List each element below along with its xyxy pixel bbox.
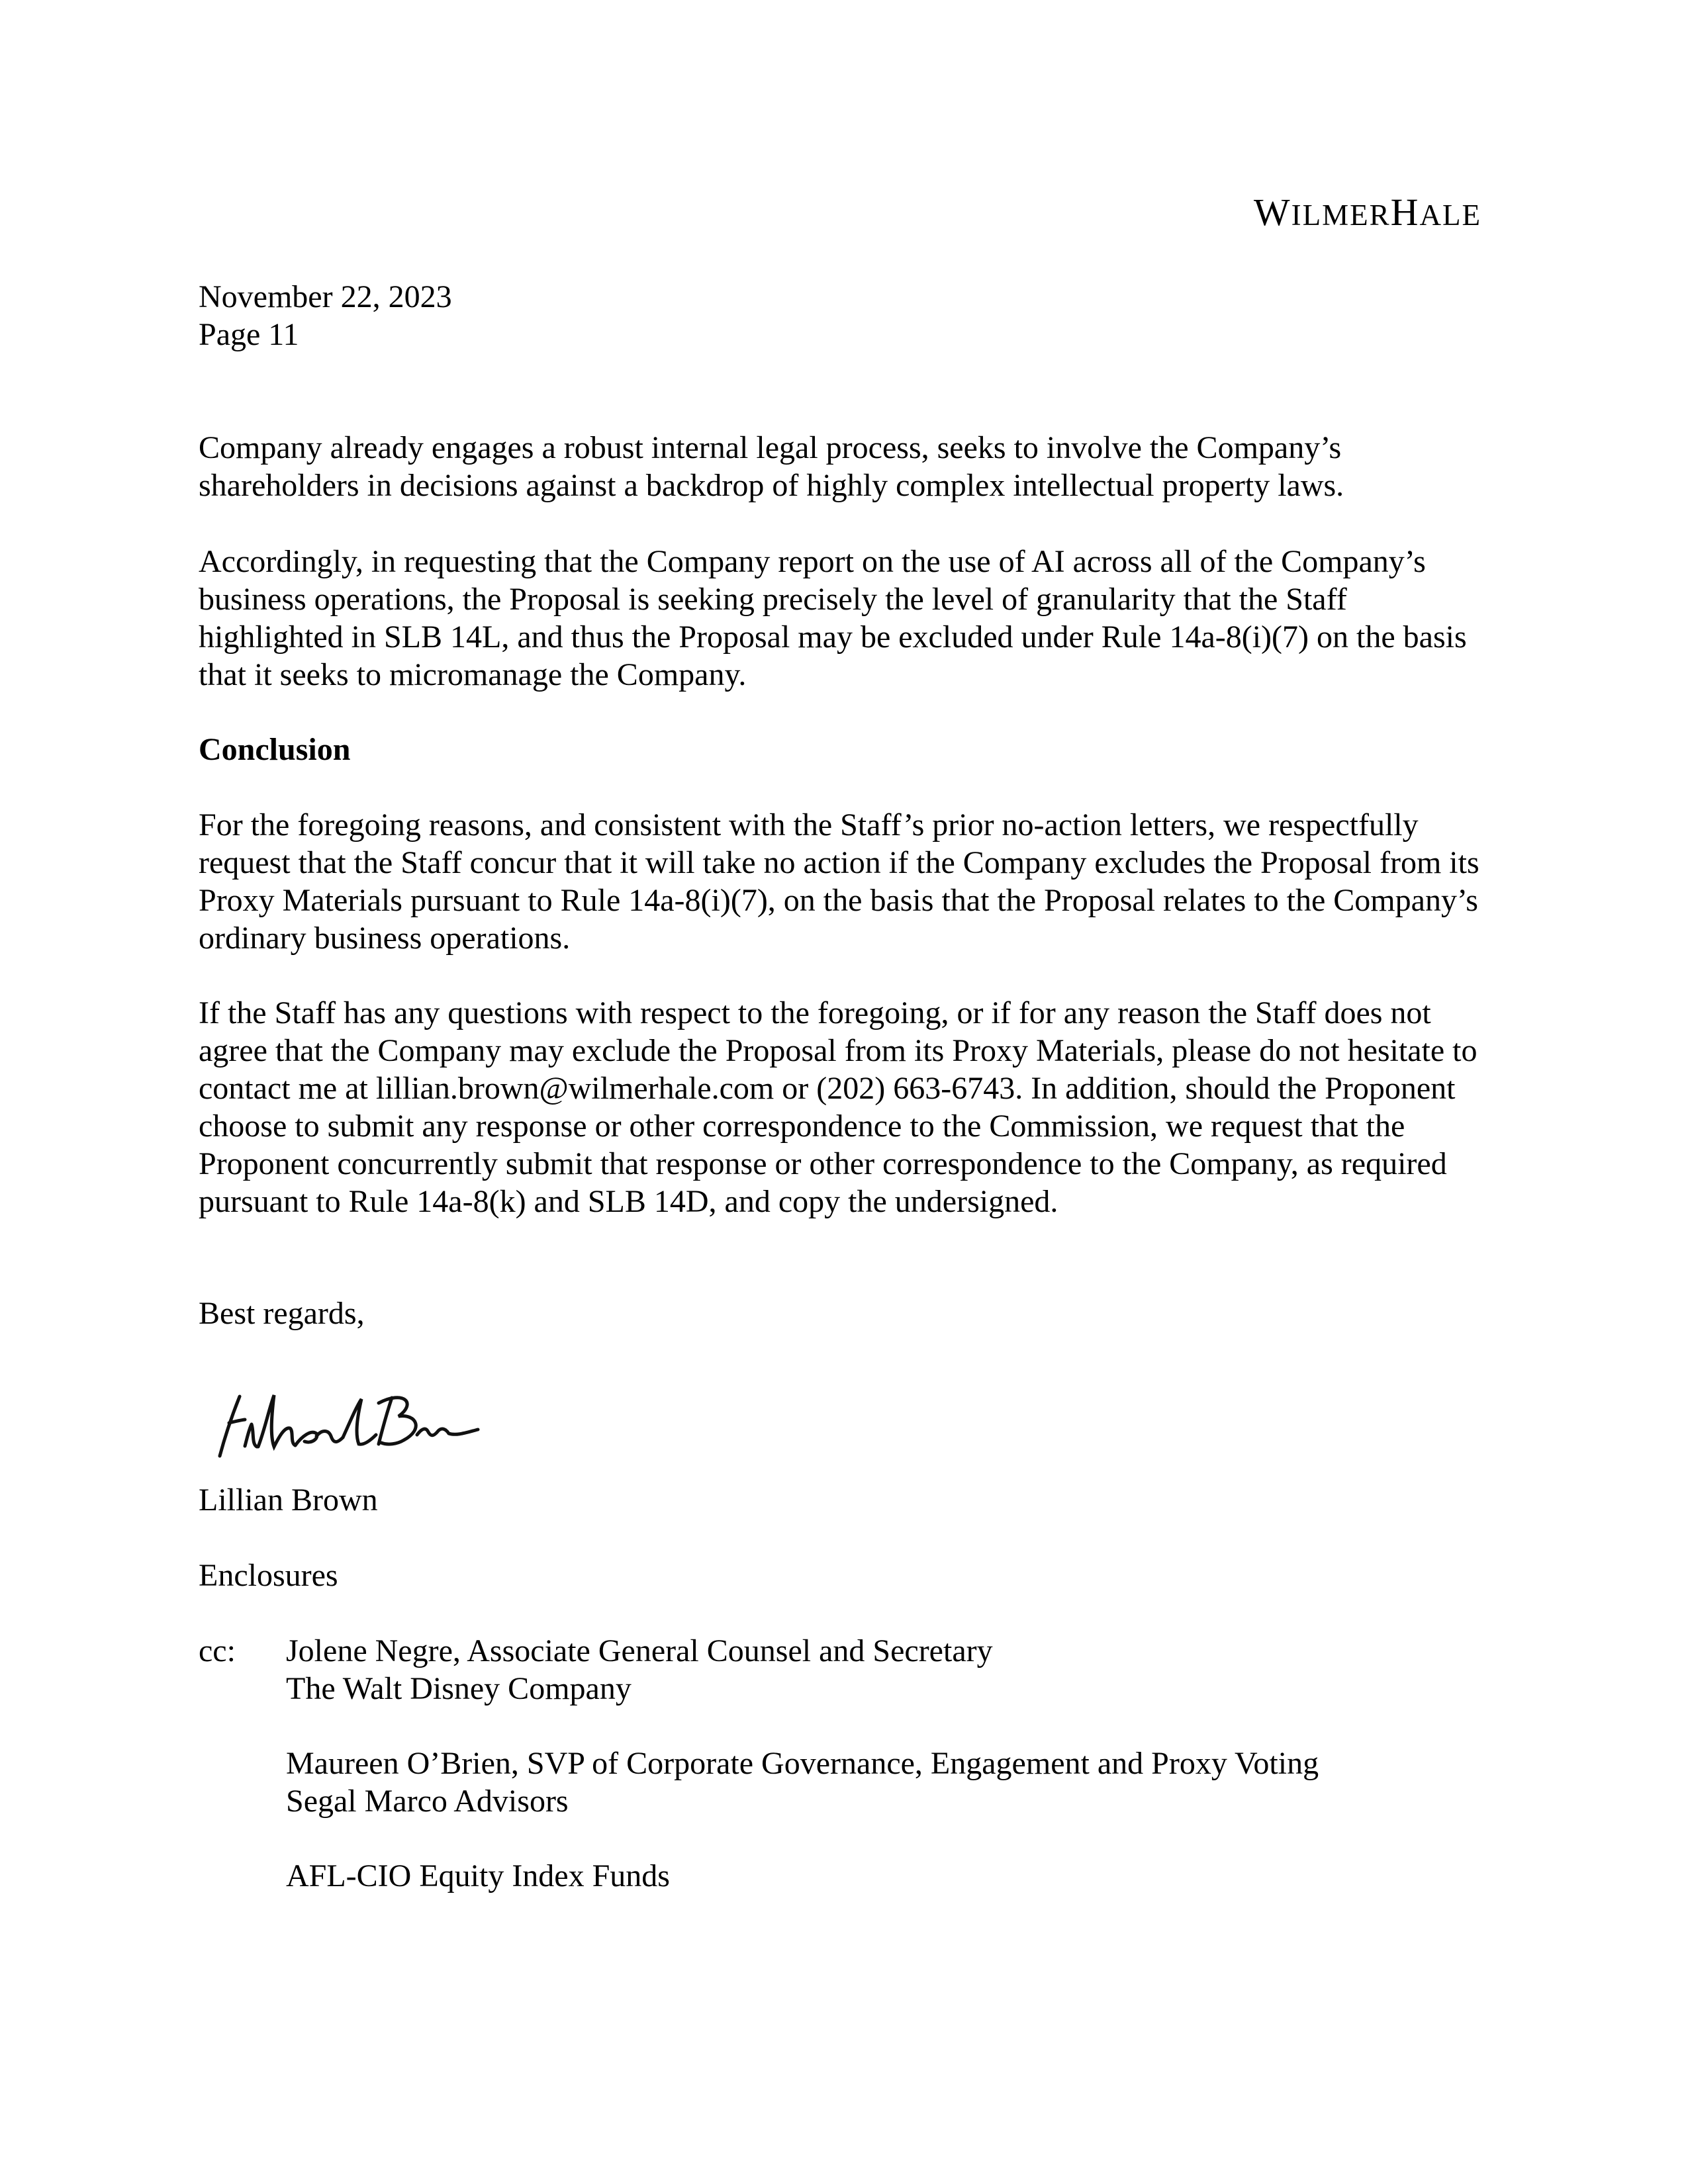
cc-label: cc:	[199, 1633, 236, 1668]
paragraph-text: For the foregoing reasons, and consistent with the Staff’s prior no-action letters, we respectfully request that the Staff concur that it will take no action if the Company excludes the Proposal from its Proxy Materials pursuant to Rule 14a-8(i)(7), on the basis that the Proposal relates to the Company’s ordinary business operations.	[199, 807, 1479, 956]
cc-recipient	[286, 1745, 1477, 1820]
salutation-text: Best regards,	[199, 1296, 365, 1331]
signer-name-text: Lillian Brown	[199, 1482, 378, 1518]
body-paragraph-3	[199, 806, 1489, 957]
cc-recipient-name: AFL-CIO Equity Index Funds	[286, 1858, 670, 1893]
body-paragraph-2	[199, 543, 1489, 694]
wilmerhale-logo: WILMERHALE	[1253, 191, 1481, 234]
body-paragraph-1	[199, 429, 1489, 504]
paragraph-text: Company already engages a robust internal legal process, seeks to involve the Company’s shareholders in decisions against a backdrop of highly complex intellectual property laws.	[199, 430, 1344, 503]
cc-recipient-name: Jolene Negre, Associate General Counsel and Secretary	[286, 1633, 993, 1668]
letter-header	[199, 278, 1489, 353]
cc-recipient-name: Maureen O’Brien, SVP of Corporate Governance, Engagement and Proxy Voting	[286, 1746, 1319, 1781]
paragraph-text: Accordingly, in requesting that the Company report on the use of AI across all of the Company’s business operations, the Proposal is seeking precisely the level of granularity that the Staff highlighted in SLB 14L, and thus the Proposal may be excluded under Rule 14a-8(i)(7) on the basis that it seeks to micromanage the Company.	[199, 544, 1467, 692]
letter-date: November 22, 2023	[199, 279, 452, 314]
cc-recipient	[286, 1632, 1477, 1707]
body-paragraph-4	[199, 994, 1489, 1220]
cc-recipient	[286, 1857, 1477, 1895]
closing-salutation	[199, 1295, 1489, 1332]
paragraph-text: If the Staff has any questions with respect to the foregoing, or if for any reason the Staff does not agree that the Company may exclude the Proposal from its Proxy Materials, please do not hesitate to contact me at lillian.brown@wilmerhale.com or (202) 663-6743. In addition, should the Proponent choose to submit any response or other correspondence to the Commission, we request that the Proponent concurrently submit that response or other correspondence to the Company, as required pursuant to Rule 14a-8(k) and SLB 14D, and copy the undersigned.	[199, 995, 1477, 1219]
handwritten-signature	[205, 1383, 483, 1476]
enclosures-text: Enclosures	[199, 1558, 338, 1593]
enclosures-note	[199, 1557, 1489, 1594]
conclusion-heading: Conclusion	[199, 732, 351, 767]
section-heading	[199, 731, 1489, 768]
signer-name	[199, 1481, 1489, 1519]
page-number: Page 11	[199, 317, 299, 352]
cc-recipient-org: Segal Marco Advisors	[286, 1784, 569, 1819]
cc-recipient-org: The Walt Disney Company	[286, 1671, 632, 1706]
